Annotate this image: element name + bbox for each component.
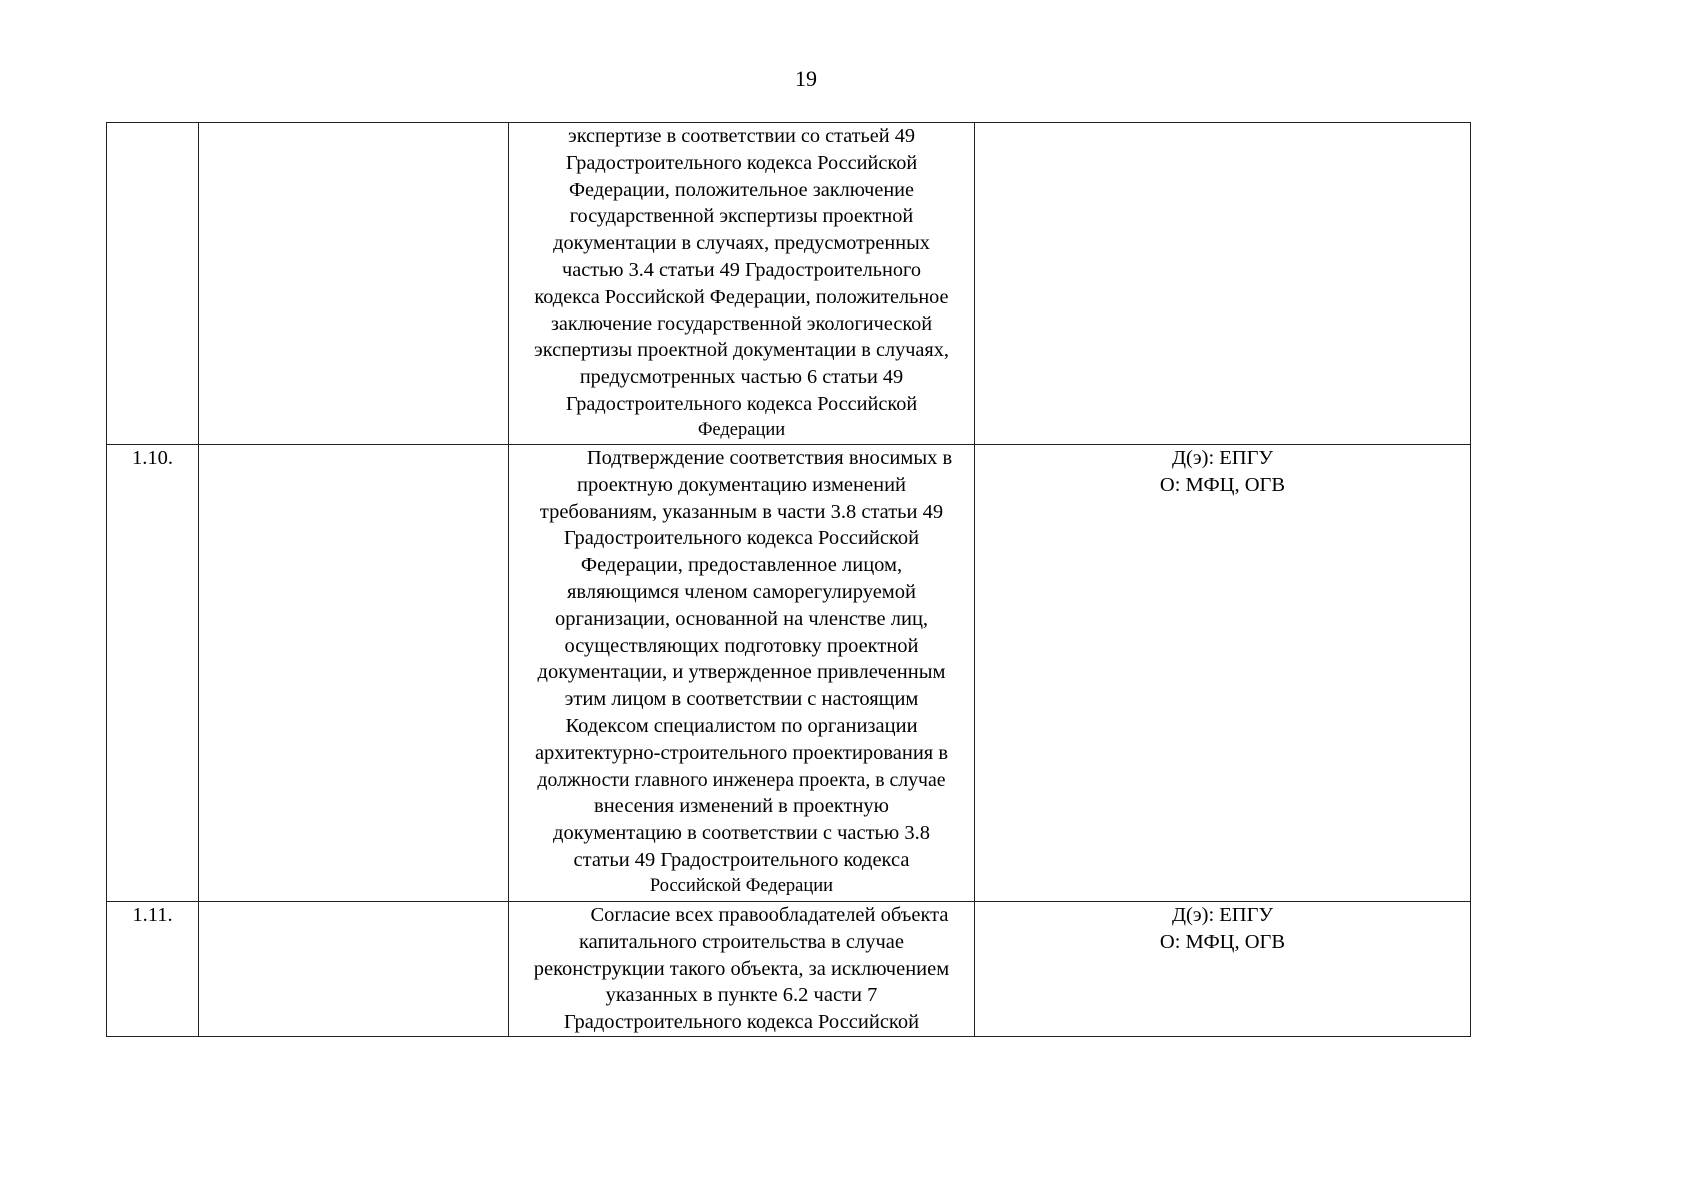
description-line: проектную документацию изменений bbox=[576, 473, 907, 496]
description-line: должности главного инженера проекта, в случае bbox=[537, 768, 946, 791]
table-row bbox=[107, 902, 1471, 1037]
description-line: статьи 49 Градостроительного кодекса bbox=[573, 848, 910, 871]
row-number-cell: 1.10. bbox=[107, 445, 199, 902]
submission-method-line: О: МФЦ, ОГВ bbox=[1159, 930, 1286, 953]
submission-method-cell bbox=[975, 123, 1471, 445]
description-line: Федерации, предоставленное лицом, bbox=[580, 554, 903, 577]
description-line: заключение государственной экологической bbox=[550, 312, 933, 335]
description-line: являющимся членом саморегулируемой bbox=[567, 580, 916, 603]
empty-cell bbox=[199, 123, 509, 445]
page-number: 19 bbox=[795, 66, 817, 91]
row-number-cell bbox=[107, 123, 199, 445]
description-line: Градостроительного кодекса Российской bbox=[565, 392, 918, 415]
description-line: Федерации bbox=[697, 419, 786, 440]
description-line: Российской Федерации bbox=[649, 875, 834, 896]
description-line: Градостроительного кодекса Российской bbox=[565, 151, 918, 174]
description-line: реконструкции такого объекта, за исключением bbox=[533, 957, 950, 980]
submission-method-cell bbox=[975, 445, 1471, 902]
description-line: экспертизе в соответствии со статьей 49 bbox=[567, 125, 916, 147]
description-line: частью 3.4 статьи 49 Градостроительного bbox=[562, 258, 921, 281]
description-line: документацию в соответствии с частью 3.8 bbox=[553, 822, 930, 845]
document-table bbox=[106, 122, 1471, 1037]
description-line: осуществляющих подготовку проектной bbox=[564, 634, 919, 657]
description-line: Градостроительного кодекса Российской bbox=[563, 527, 920, 550]
description-line: Федерации, положительное заключение bbox=[568, 178, 915, 201]
description-line: Подтверждение соответствия вносимых в bbox=[586, 447, 953, 469]
table-row bbox=[107, 123, 1471, 445]
description-line: Градостроительного кодекса Российской bbox=[563, 1011, 920, 1034]
submission-method-line: Д(э): ЕПГУ bbox=[1172, 447, 1273, 469]
table-row bbox=[107, 445, 1471, 902]
description-line: Согласие всех правообладателей объекта bbox=[590, 904, 949, 926]
submission-method-cell bbox=[975, 902, 1471, 1037]
description-line: внесения изменений в проектную bbox=[594, 795, 889, 818]
description-line: указанных в пункте 6.2 части 7 bbox=[605, 984, 878, 1007]
description-line: архитектурно-строительного проектирования в bbox=[534, 741, 949, 764]
description-line: документации в случаях, предусмотренных bbox=[553, 232, 930, 255]
description-line: капитального строительства в случае bbox=[579, 930, 904, 953]
description-line: экспертизы проектной документации в случаях, bbox=[534, 339, 949, 362]
row-number-cell: 1.11. bbox=[107, 902, 199, 1037]
description-line: требованиям, указанным в части 3.8 статьи 49 bbox=[539, 500, 944, 523]
description-line: этим лицом в соответствии с настоящим bbox=[564, 688, 919, 711]
document-description-cell bbox=[509, 445, 975, 902]
description-line: Кодексом специалистом по организации bbox=[565, 714, 918, 737]
description-line: кодекса Российской Федерации, положительное bbox=[534, 285, 949, 308]
description-line: документации, и утвержденное привлеченным bbox=[537, 661, 946, 684]
document-description-cell bbox=[509, 123, 975, 445]
description-line: государственной экспертизы проектной bbox=[569, 205, 914, 228]
description-line: предусмотренных частью 6 статьи 49 bbox=[579, 366, 904, 389]
empty-cell bbox=[199, 445, 509, 902]
document-description-cell bbox=[509, 902, 975, 1037]
submission-method-line: О: МФЦ, ОГВ bbox=[1159, 473, 1286, 496]
description-line: организации, основанной на членстве лиц, bbox=[554, 607, 929, 630]
submission-method-line: Д(э): ЕПГУ bbox=[1172, 904, 1273, 926]
empty-cell bbox=[199, 902, 509, 1037]
